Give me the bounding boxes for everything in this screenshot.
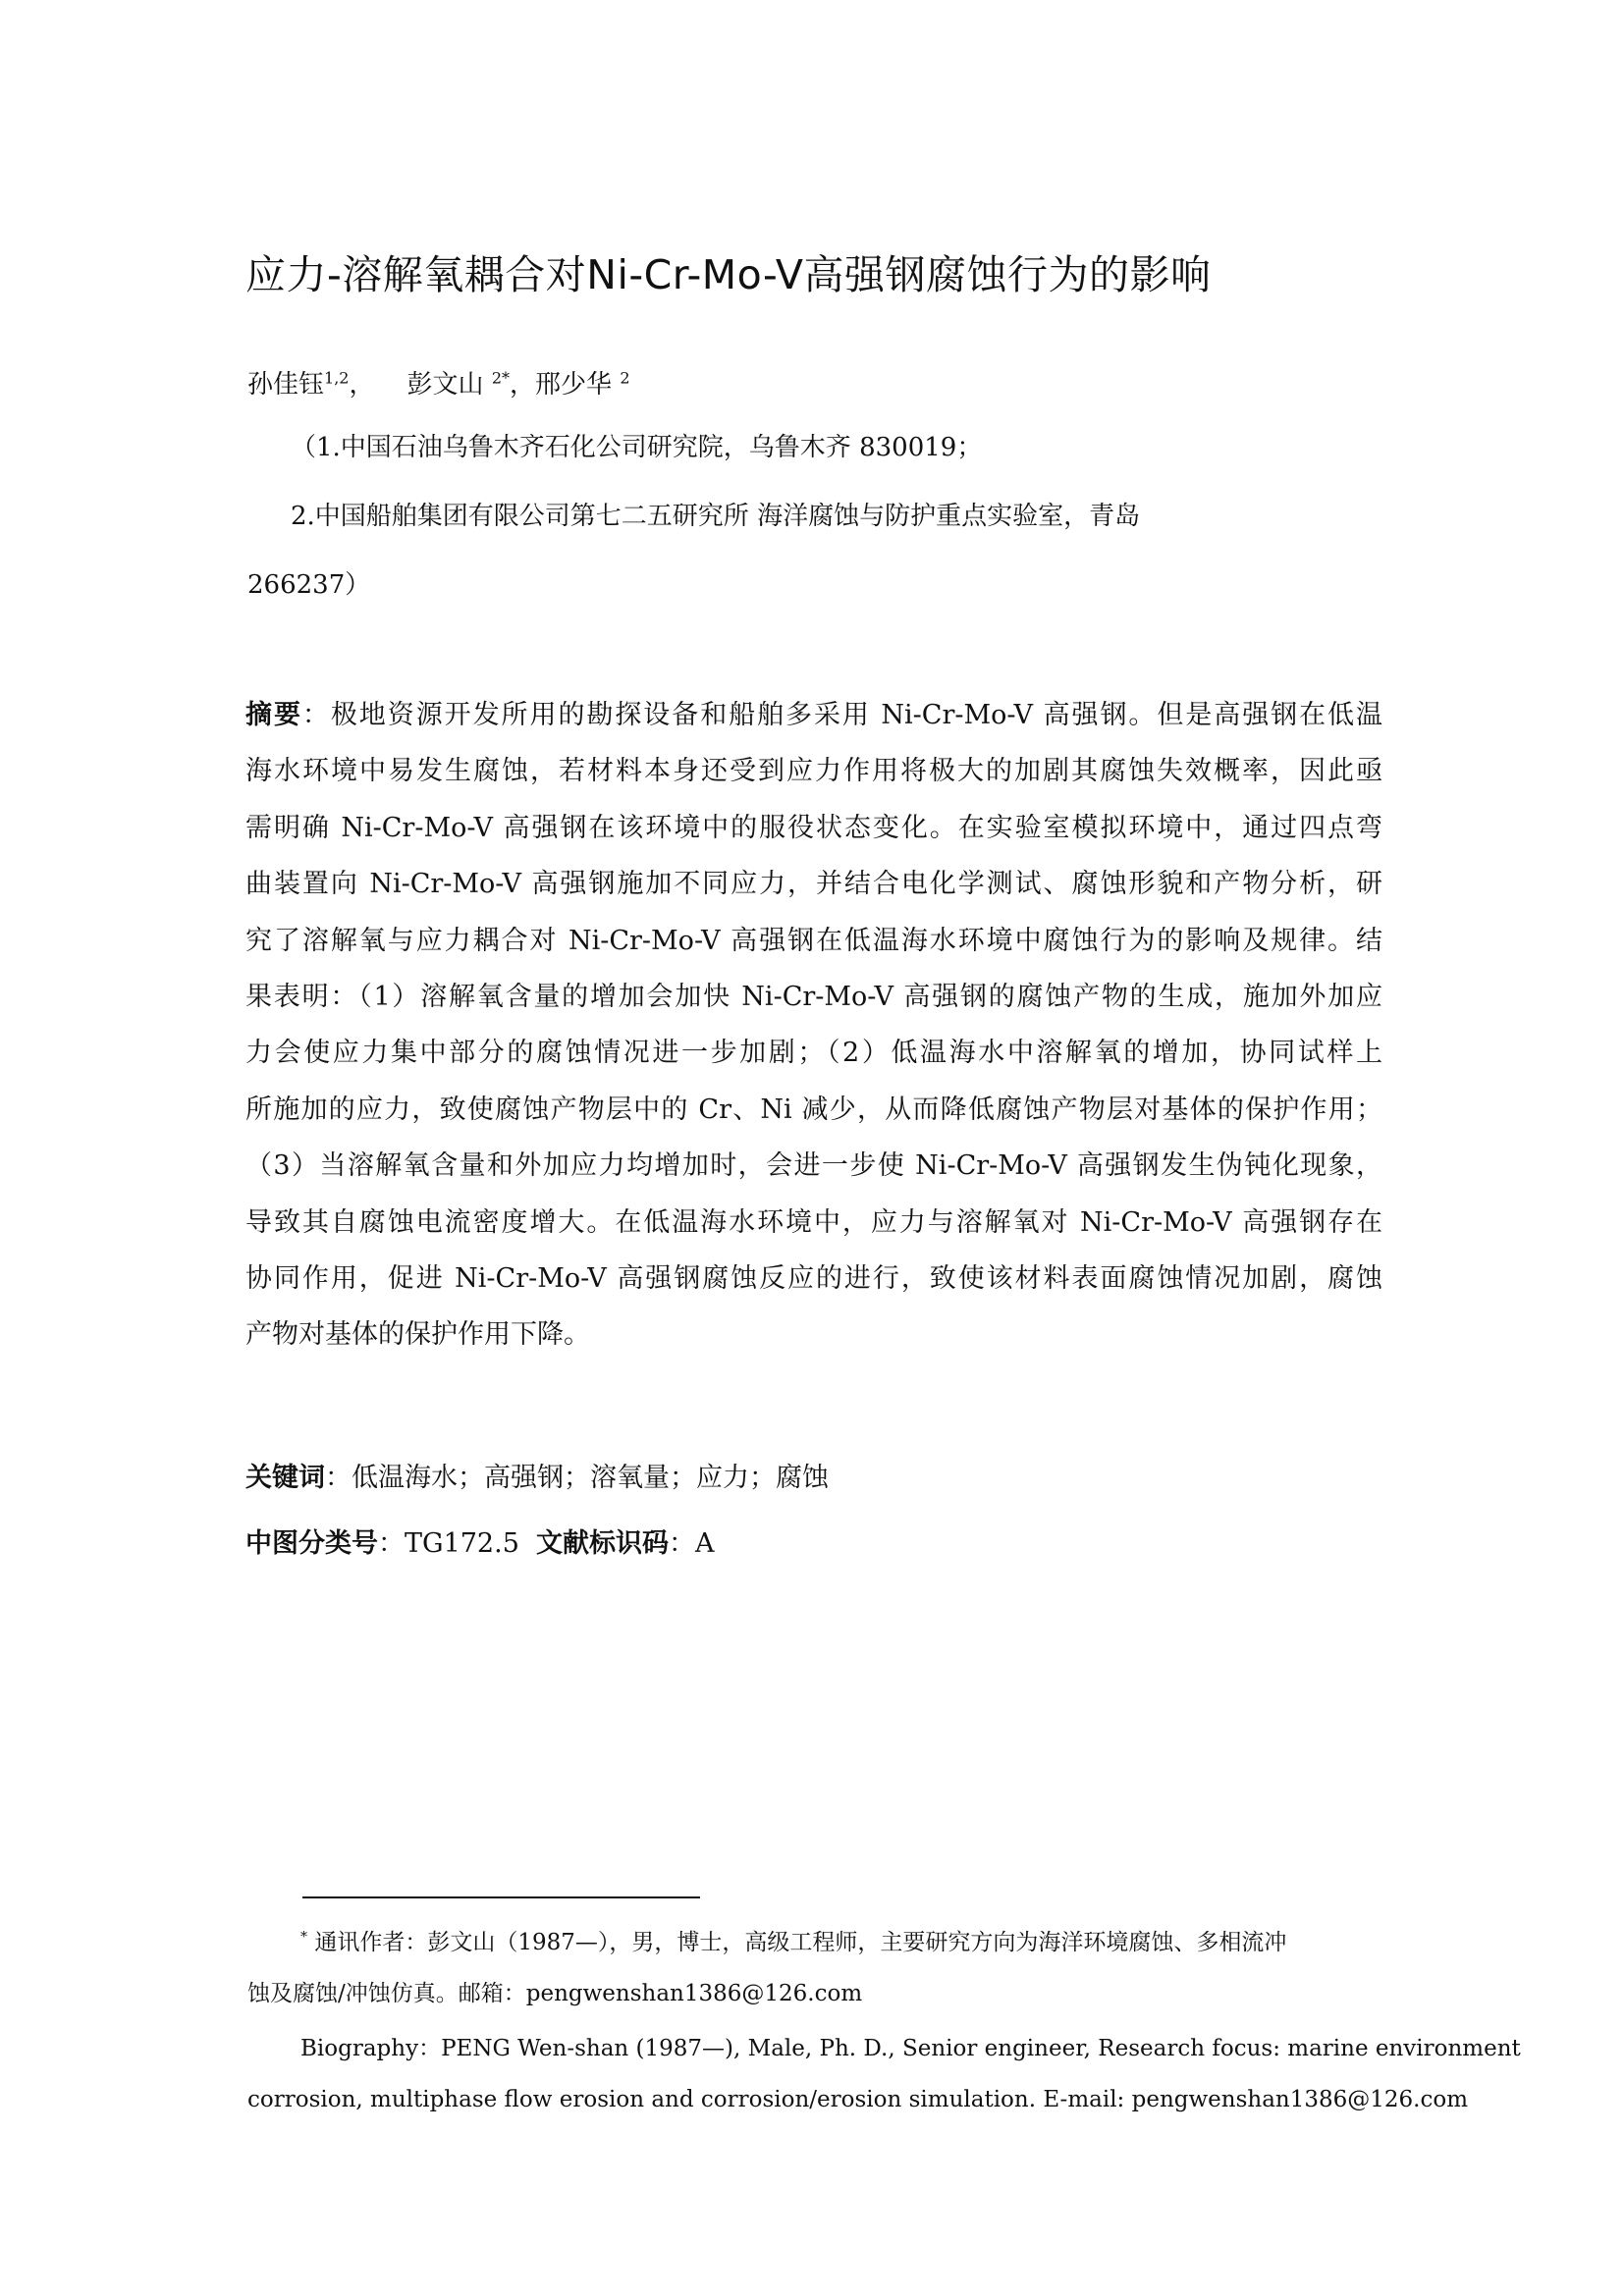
keywords: [245, 1459, 829, 1498]
abstract-line: [245, 687, 1382, 743]
abstract-line: 所施加的应力，致使腐蚀产物层中的 Cr、Ni 减少，从而降低腐蚀产物层对基体的保护作用；: [245, 1094, 1382, 1125]
footnote-line: corrosion, multiphase flow erosion and corrosion/erosion simulation. E-mail: pengwenshan1386@126.com: [247, 2087, 1469, 2112]
abstract-line: 果表明：（1）溶解氧含量的增加会加快 Ni-Cr-Mo-V 高强钢的腐蚀产物的生成，施加外加应: [245, 982, 1382, 1013]
footnote-text: 通讯作者：彭文山（1987—），男，博士，高级工程师，主要研究方向为海洋环境腐蚀、多相流冲: [314, 1930, 1287, 1955]
author-affiliation-mark: 2: [620, 368, 630, 388]
abstract-line: 产物对基体的保护作用下降。: [245, 1319, 590, 1351]
abstract: [245, 687, 1382, 1363]
affiliation-line: 2.中国船舶集团有限公司第七二五研究所 海洋腐蚀与防护重点实验室，青岛: [291, 502, 1141, 531]
paper-title: 应力-溶解氧耦合对Ni-Cr-Mo-V高强钢腐蚀行为的影响: [245, 251, 1212, 298]
author-name: 孙佳钰: [247, 370, 325, 400]
abstract-colon: ：: [301, 700, 331, 730]
author-separator: ，: [349, 370, 375, 400]
clc-value: TG172.5: [405, 1528, 519, 1559]
abstract-label: 摘要: [245, 700, 302, 730]
author-affiliation-mark: 2*: [491, 368, 511, 388]
footnote-line: 蚀及腐蚀/冲蚀仿真。邮箱：pengwenshan1386@126.com: [247, 1981, 863, 2006]
footnote-line: Biography：PENG Wen-shan (1987—), Male, Ph. D., Senior engineer, Research focus: marine environment: [300, 2036, 1521, 2061]
abstract-text: 极地资源开发所用的勘探设备和船舶多采用 Ni-Cr-Mo-V 高强钢。但是高强钢在低温: [330, 700, 1383, 730]
abstract-line: 海水环境中易发生腐蚀，若材料本身还受到应力作用将极大的加剧其腐蚀失效概率，因此亟: [245, 756, 1382, 787]
doc-code-label: 文献标识码: [536, 1528, 670, 1559]
clc-colon: ：: [378, 1528, 405, 1559]
keywords-text: 低温海水；高强钢；溶氧量；应力；腐蚀: [352, 1463, 829, 1493]
footnote-line: [300, 1926, 1286, 1959]
doc-code-value: A: [695, 1528, 715, 1559]
footnote-divider: [302, 1896, 700, 1898]
doc-code-colon: ：: [669, 1528, 696, 1559]
abstract-line: 导致其自腐蚀电流密度增大。在低温海水环境中，应力与溶解氧对 Ni-Cr-Mo-V 高强钢存在: [245, 1206, 1382, 1238]
author-affiliation-mark: 1,2: [324, 368, 350, 388]
abstract-line: 需明确 Ni-Cr-Mo-V 高强钢在该环境中的服役状态变化。在实验室模拟环境中，通过四点弯: [245, 812, 1382, 843]
affiliation-line: 266237）: [247, 570, 371, 600]
abstract-line: 力会使应力集中部分的腐蚀情况进一步加剧；（2）低温海水中溶解氧的增加，协同试样上: [245, 1038, 1382, 1069]
footnote-marker: *: [300, 1929, 307, 1946]
author-name: 彭文山: [406, 370, 484, 400]
keywords-colon: ：: [325, 1463, 352, 1493]
author-list: [247, 365, 630, 404]
abstract-line: （3）当溶解氧含量和外加应力均增加时，会进一步使 Ni-Cr-Mo-V 高强钢发生伪钝化现象，: [245, 1150, 1382, 1182]
abstract-line: 究了溶解氧与应力耦合对 Ni-Cr-Mo-V 高强钢在低温海水环境中腐蚀行为的影响及规律。结: [245, 925, 1382, 956]
clc-label: 中图分类号: [245, 1528, 378, 1559]
author-name: 邢少华: [535, 370, 613, 400]
abstract-line: 协同作用，促进 Ni-Cr-Mo-V 高强钢腐蚀反应的进行，致使该材料表面腐蚀情况加剧，腐蚀: [245, 1263, 1382, 1295]
classification: [245, 1524, 715, 1564]
abstract-line: 曲装置向 Ni-Cr-Mo-V 高强钢施加不同应力，并结合电化学测试、腐蚀形貌和产物分析，研: [245, 869, 1382, 900]
keywords-label: 关键词: [245, 1463, 325, 1493]
author-separator: ，: [510, 370, 536, 400]
affiliation-line: （1.中国石油乌鲁木齐石化公司研究院，乌鲁木齐 830019；: [291, 433, 983, 462]
